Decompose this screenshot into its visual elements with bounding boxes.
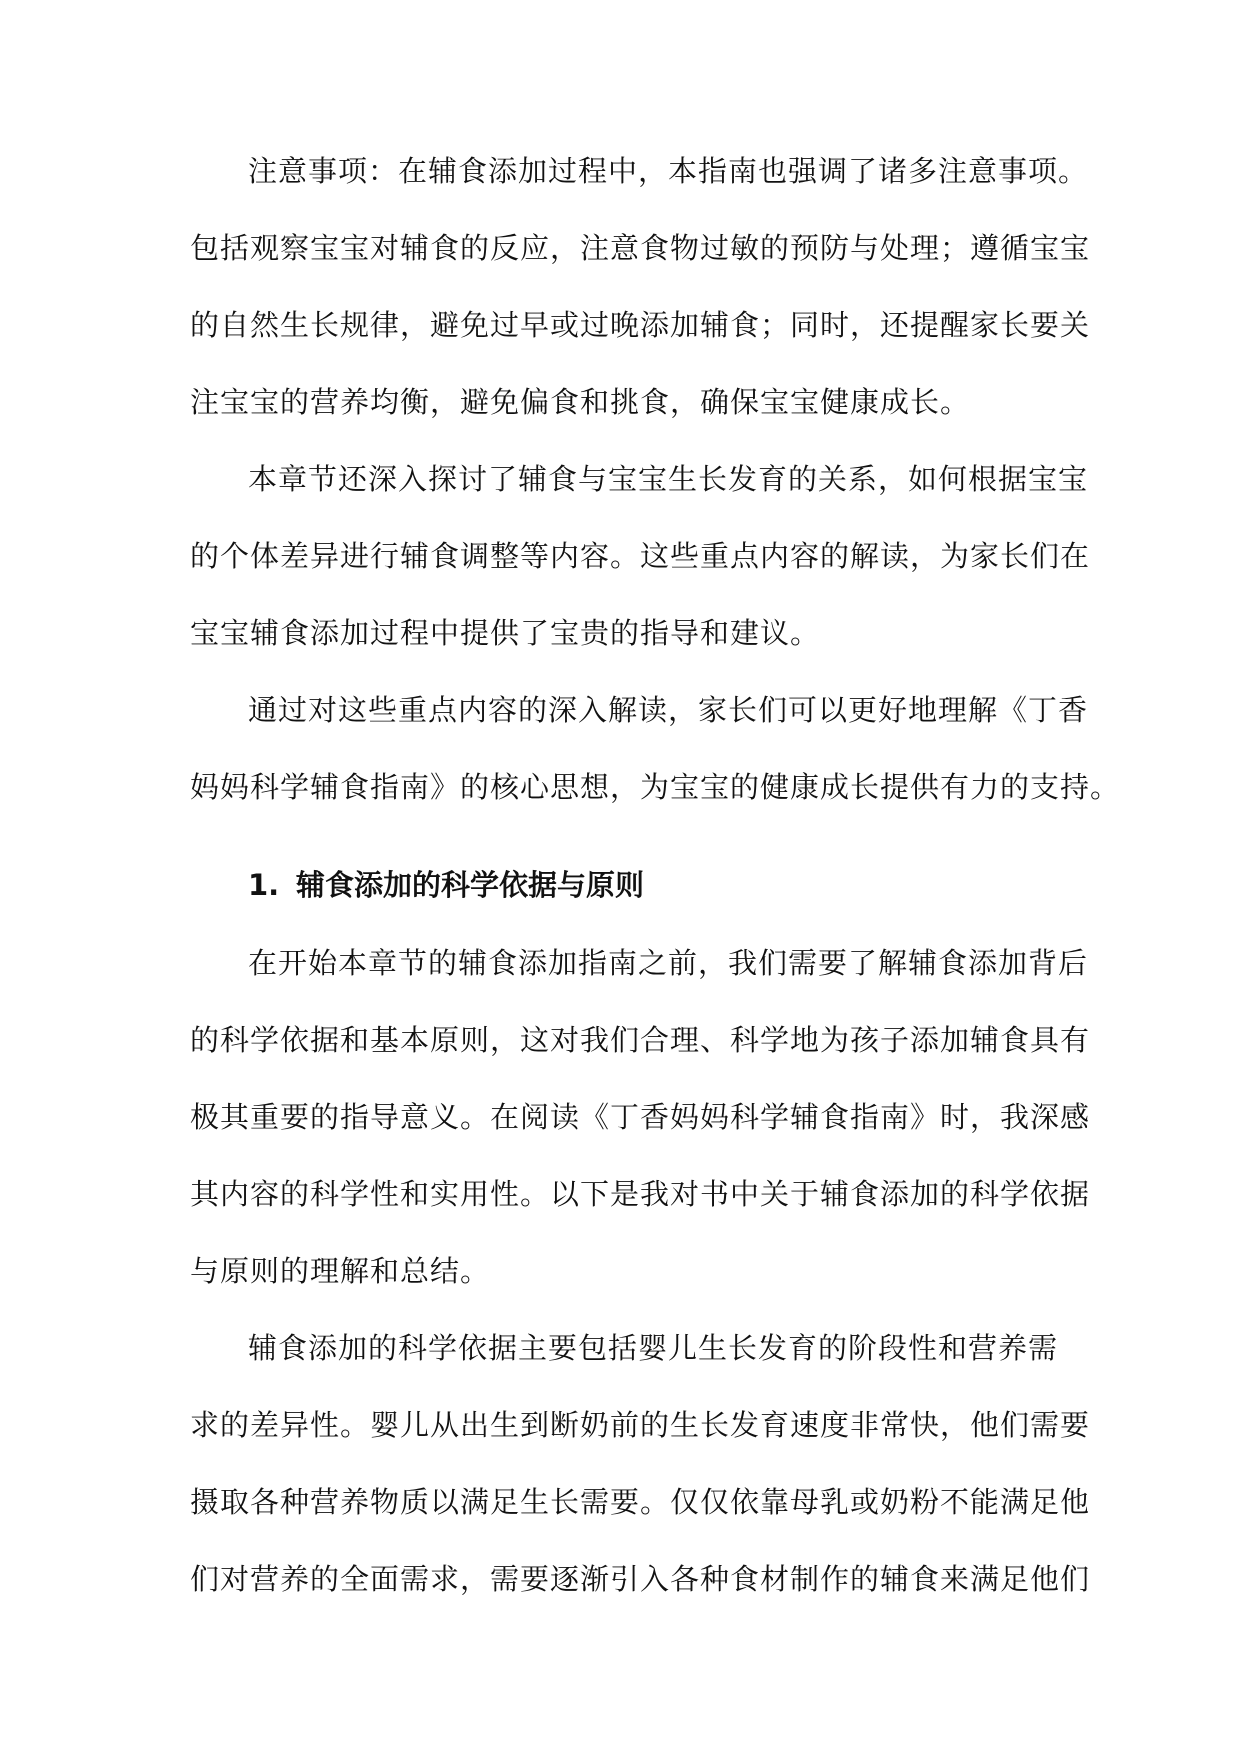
paragraph-3-line-2: 妈妈科学辅食指南》的核心思想，为宝宝的健康成长提供有力的支持。 — [190, 770, 1121, 804]
section-heading — [248, 865, 644, 905]
section-heading-number: 1. — [248, 868, 280, 902]
paragraph-1-line-2: 包括观察宝宝对辅食的反应，注意食物过敏的预防与处理；遵循宝宝 — [190, 231, 1091, 265]
section-paragraph-1-line-2: 的科学依据和基本原则，这对我们合理、科学地为孩子添加辅食具有 — [190, 1023, 1091, 1057]
paragraph-1-line-3: 的自然生长规律，避免过早或过晚添加辅食；同时，还提醒家长要关 — [190, 308, 1091, 342]
section-paragraph-1-line-5: 与原则的理解和总结。 — [190, 1254, 491, 1288]
section-paragraph-1-line-1: 在开始本章节的辅食添加指南之前，我们需要了解辅食添加背后 — [248, 946, 1089, 980]
section-paragraph-2-line-1: 辅食添加的科学依据主要包括婴儿生长发育的阶段性和营养需 — [248, 1331, 1059, 1365]
section-heading-title: 辅食添加的科学依据与原则 — [296, 868, 645, 902]
section-paragraph-1-line-3: 极其重要的指导意义。在阅读《丁香妈妈科学辅食指南》时，我深感 — [190, 1100, 1091, 1134]
paragraph-1-line-1: 注意事项：在辅食添加过程中，本指南也强调了诸多注意事项。 — [248, 154, 1089, 188]
paragraph-2-line-2: 的个体差异进行辅食调整等内容。这些重点内容的解读，为家长们在 — [190, 539, 1091, 573]
paragraph-3-line-1: 通过对这些重点内容的深入解读，家长们可以更好地理解《丁香 — [248, 693, 1089, 727]
paragraph-1-line-4: 注宝宝的营养均衡，避免偏食和挑食，确保宝宝健康成长。 — [190, 385, 971, 419]
section-paragraph-2-line-4: 们对营养的全面需求，需要逐渐引入各种食材制作的辅食来满足他们 — [190, 1562, 1091, 1596]
section-paragraph-2-line-3: 摄取各种营养物质以满足生长需要。仅仅依靠母乳或奶粉不能满足他 — [190, 1485, 1091, 1519]
paragraph-2-line-3: 宝宝辅食添加过程中提供了宝贵的指导和建议。 — [190, 616, 821, 650]
section-paragraph-2-line-2: 求的差异性。婴儿从出生到断奶前的生长发育速度非常快，他们需要 — [190, 1408, 1091, 1442]
section-paragraph-1-line-4: 其内容的科学性和实用性。以下是我对书中关于辅食添加的科学依据 — [190, 1177, 1091, 1211]
paragraph-2-line-1: 本章节还深入探讨了辅食与宝宝生长发育的关系，如何根据宝宝 — [248, 462, 1089, 496]
